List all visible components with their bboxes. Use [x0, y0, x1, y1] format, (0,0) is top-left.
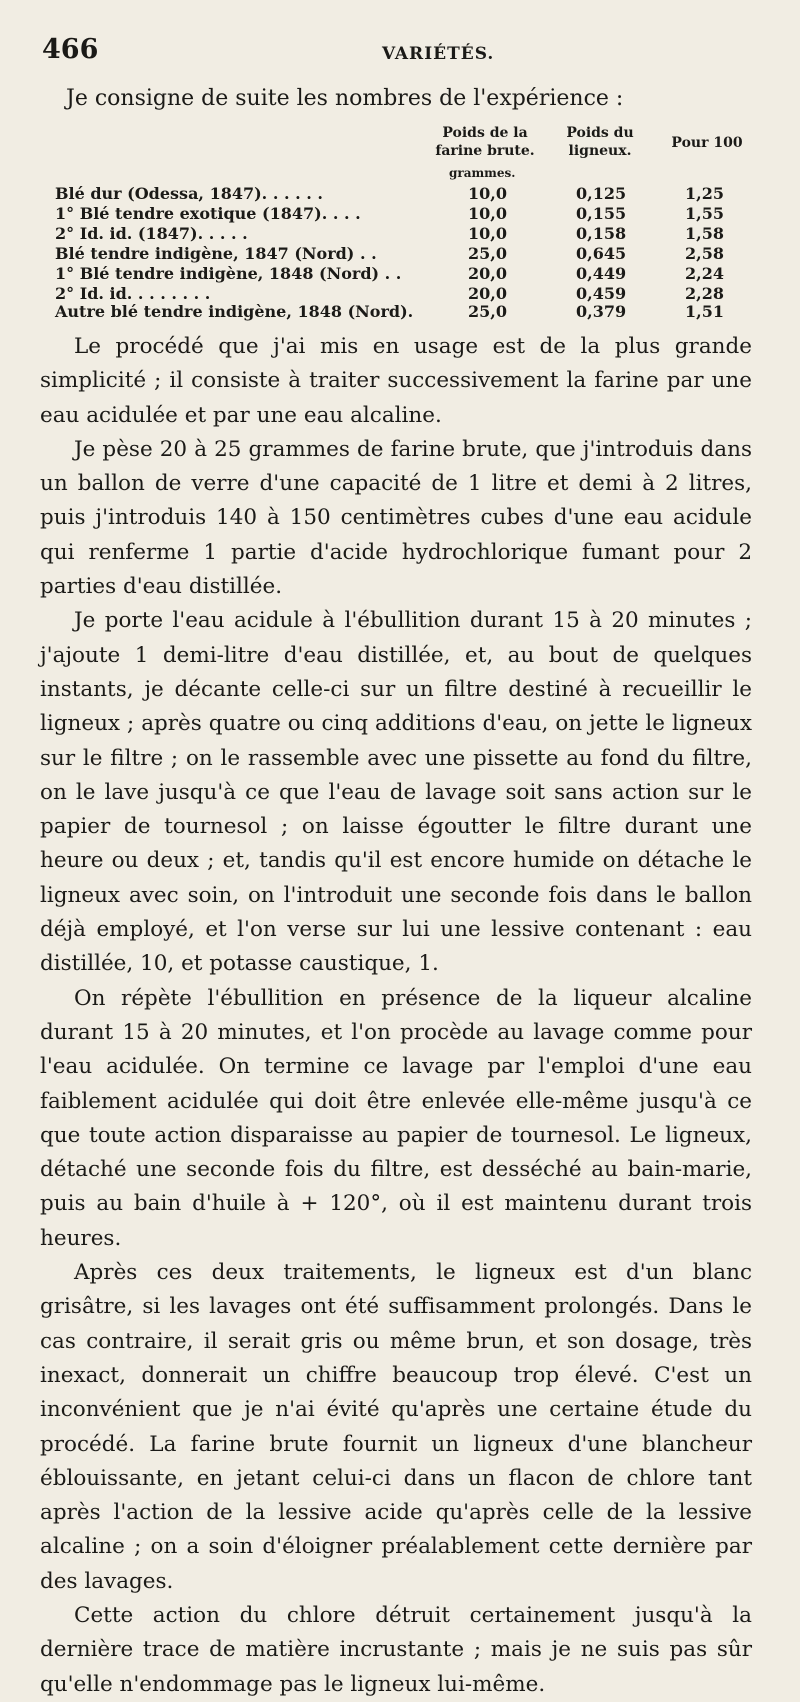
- row-ligneux: 0,125: [576, 184, 627, 203]
- row-name: Blé tendre indigène, 1847 (Nord) . .: [55, 244, 377, 263]
- row-farine: 25,0: [468, 302, 507, 321]
- units-label: grammes.: [449, 166, 516, 180]
- page-header: [42, 34, 742, 74]
- paragraph: Après ces deux traitements, le ligneux est d'un blanc grisâtre, si les lavages ont été suffisamment prolongés. Dans le cas contraire, il serait gris ou même brun, et son dosage, très inexact, donnerait un chiffre beaucoup trop élevé. C'est un inconvénient que je n'ai évité qu'après une certaine étude du procédé. La farine brute fournit un ligneux d'une blancheur éblouissante, en jetant celui-ci dans un flacon de chlore tant après l'action de la lessive acide qu'après celle de la lessive alcaline ; on a soin d'éloigner préalablement cette dernière par des lavages.: [40, 1260, 752, 1594]
- row-pct: 1,25: [685, 184, 724, 203]
- table-row: [55, 302, 755, 322]
- paragraph: On répète l'ébullition en présence de la liqueur alcaline durant 15 à 20 minutes, et l'on procède au lavage comme pour l'eau acidulée. On termine ce lavage par l'emploi d'une eau faiblement acidulée qui doit être enlevée elle-même jusqu'à ce que toute action disparaisse au papier de tournesol. Le ligneux, détaché une seconde fois du filtre, est desséché au bain-marie, puis au bain d'huile à + 120°, où il est maintenu durant trois heures.: [40, 985, 752, 1251]
- row-farine: 10,0: [468, 224, 507, 243]
- row-name: Autre blé tendre indigène, 1848 (Nord).: [55, 302, 414, 321]
- row-name: 1° Blé tendre exotique (1847). . . .: [55, 204, 361, 223]
- row-farine: 20,0: [468, 284, 507, 303]
- row-ligneux: 0,158: [576, 224, 627, 243]
- paragraph: Je porte l'eau acidule à l'ébullition durant 15 à 20 minutes ; j'ajoute 1 demi-litre d'eau distillée, et, au bout de quelques instants, je décante celle-ci sur un filtre destiné à recueillir le ligneux ; après quatre ou cinq additions d'eau, on jette le ligneux sur le filtre ; on le rassemble avec une pissette au fond du filtre, on le lave jusqu'à ce que l'eau de lavage soit sans action sur le papier de tournesol ; on laisse égoutter le filtre durant une heure ou deux ; et, tandis qu'il est encore humide on détache le ligneux avec soin, on l'introduit une seconde fois dans le ballon déjà employé, et l'on verse sur lui une lessive contenant : eau distillée, 10, et potasse caustique, 1.: [40, 608, 752, 977]
- row-ligneux: 0,459: [576, 284, 627, 303]
- table-row: [55, 204, 755, 224]
- table-row: [55, 264, 755, 284]
- row-farine: 25,0: [468, 244, 507, 263]
- body-text: [40, 330, 752, 1702]
- table-row: [55, 244, 755, 264]
- row-name: 2° Id. id. (1847). . . . .: [55, 224, 248, 243]
- row-ligneux: 0,449: [576, 264, 627, 283]
- col-header-poids-farine: Poids de la farine brute.: [435, 125, 535, 159]
- row-pct: 2,24: [685, 264, 724, 283]
- row-farine: 10,0: [468, 204, 507, 223]
- intro-line: Je consigne de suite les nombres de l'expérience :: [66, 86, 624, 111]
- running-title: VARIÉTÉS.: [382, 44, 495, 64]
- row-name: 1° Blé tendre indigène, 1848 (Nord) . .: [55, 264, 402, 283]
- row-ligneux: 0,645: [576, 244, 627, 263]
- row-pct: 2,58: [685, 244, 724, 263]
- row-pct: 1,55: [685, 204, 724, 223]
- results-table: [55, 120, 755, 320]
- row-name: Blé dur (Odessa, 1847). . . . . .: [55, 184, 323, 203]
- paragraph: Je pèse 20 à 25 grammes de farine brute, que j'introduis dans un ballon de verre d'une capacité de 1 litre et demi à 2 litres, puis j'introduis 140 à 150 centimètres cubes d'une eau acidule qui renferme 1 partie d'acide hydrochlorique fumant pour 2 parties d'eau distillée.: [40, 436, 752, 600]
- row-ligneux: 0,155: [576, 204, 627, 223]
- row-pct: 2,28: [685, 284, 724, 303]
- row-farine: 10,0: [468, 184, 507, 203]
- col-header-pour100: Pour 100: [671, 135, 743, 151]
- row-name: 2° Id. id. . . . . . . .: [55, 284, 211, 303]
- row-pct: 1,58: [685, 224, 724, 243]
- paragraph: Cette action du chlore détruit certainement jusqu'à la dernière trace de matière incrustante ; mais je ne suis pas sûr qu'elle n'endommage pas le ligneux lui-même.: [40, 1602, 752, 1697]
- row-pct: 1,51: [685, 302, 724, 321]
- col-header-poids-ligneux: Poids du ligneux.: [566, 125, 634, 159]
- table-row: [55, 224, 755, 244]
- page-number: 466: [42, 34, 99, 65]
- table-row: [55, 184, 755, 204]
- table-row: [55, 284, 755, 304]
- row-ligneux: 0,379: [576, 302, 627, 321]
- row-farine: 20,0: [468, 264, 507, 283]
- paragraph: Le procédé que j'ai mis en usage est de la plus grande simplicité ; il consiste à traiter successivement la farine par une eau acidulée et par une eau alcaline.: [40, 334, 752, 428]
